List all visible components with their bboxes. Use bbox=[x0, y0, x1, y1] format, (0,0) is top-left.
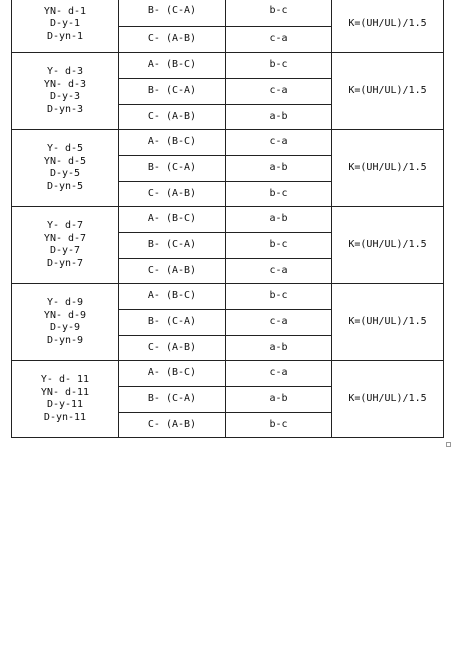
line-cell: c-a bbox=[226, 27, 332, 53]
connection-group-label: D-yn-5 bbox=[46, 180, 84, 192]
table-row bbox=[12, 207, 444, 233]
line-cell: b-c bbox=[226, 0, 332, 27]
line-cell: c-a bbox=[226, 310, 332, 336]
connection-group-label: Y- d-3 bbox=[46, 66, 84, 77]
line-cell: b-c bbox=[226, 53, 332, 79]
ratio-formula-cell: K=(UH/UL)/1.5 bbox=[332, 0, 444, 53]
ratio-formula-cell: K=(UH/UL)/1.5 bbox=[332, 207, 444, 284]
line-cell: b-c bbox=[226, 233, 332, 259]
connection-group-label: YN- d-1 bbox=[43, 5, 87, 17]
table-row bbox=[12, 284, 444, 310]
line-cell: a-b bbox=[226, 387, 332, 413]
phase-cell: A- (B-C) bbox=[119, 130, 226, 156]
paragraph-end-mark bbox=[446, 442, 451, 447]
phase-cell: C- (A-B) bbox=[119, 105, 226, 130]
connection-group-label: YN- d-5 bbox=[43, 155, 87, 167]
phase-cell: A- (B-C) bbox=[119, 284, 226, 310]
connection-group-label: D-y-1 bbox=[49, 18, 81, 30]
connection-group-label: YN- d-3 bbox=[43, 78, 87, 90]
phase-cell: B- (C-A) bbox=[119, 79, 226, 105]
connection-group-label: Y- d-9 bbox=[46, 297, 84, 308]
connection-group-label: D-y-5 bbox=[49, 168, 81, 179]
table-row bbox=[12, 130, 444, 156]
phase-cell: C- (A-B) bbox=[119, 413, 226, 438]
connection-group-cell bbox=[12, 53, 119, 130]
line-cell: c-a bbox=[226, 361, 332, 387]
connection-group-label: Y- d- 11 bbox=[40, 374, 90, 385]
ratio-formula-cell: K=(UH/UL)/1.5 bbox=[332, 53, 444, 130]
connection-group-label: D-y-11 bbox=[46, 399, 84, 410]
connection-group-label: D-yn-7 bbox=[46, 257, 84, 269]
connection-group-label: D-yn-11 bbox=[43, 411, 87, 423]
table-row bbox=[12, 53, 444, 79]
phase-cell: B- (C-A) bbox=[119, 310, 226, 336]
connection-group-label: Y- d-5 bbox=[46, 143, 84, 154]
connection-group-cell bbox=[12, 284, 119, 361]
table-row bbox=[12, 361, 444, 387]
connection-group-label: D-y-9 bbox=[49, 322, 81, 333]
line-cell: c-a bbox=[226, 130, 332, 156]
ratio-formula-cell: K=(UH/UL)/1.5 bbox=[332, 284, 444, 361]
phase-cell: C- (A-B) bbox=[119, 182, 226, 207]
connection-group-cell bbox=[12, 0, 119, 53]
phase-cell: B- (C-A) bbox=[119, 156, 226, 182]
phase-cell: A- (B-C) bbox=[119, 53, 226, 79]
connection-group-label: D-yn-3 bbox=[46, 103, 84, 115]
connection-group-label: D-y-7 bbox=[49, 245, 81, 256]
connection-group-label: D-yn-9 bbox=[46, 334, 84, 346]
phase-cell: C- (A-B) bbox=[119, 259, 226, 284]
connection-group-label: D-y-3 bbox=[49, 91, 81, 102]
phase-cell: B- (C-A) bbox=[119, 233, 226, 259]
line-cell: a-b bbox=[226, 156, 332, 182]
line-cell: b-c bbox=[226, 413, 332, 438]
line-cell: b-c bbox=[226, 182, 332, 207]
line-cell: a-b bbox=[226, 207, 332, 233]
line-cell: b-c bbox=[226, 284, 332, 310]
ratio-formula-cell: K=(UH/UL)/1.5 bbox=[332, 361, 444, 438]
phase-cell: A- (B-C) bbox=[119, 207, 226, 233]
table-row bbox=[12, 0, 444, 27]
connection-group-label: YN- d-9 bbox=[43, 309, 87, 321]
phase-cell: C- (A-B) bbox=[119, 336, 226, 361]
line-cell: a-b bbox=[226, 105, 332, 130]
line-cell: c-a bbox=[226, 79, 332, 105]
line-cell: c-a bbox=[226, 259, 332, 284]
line-cell: a-b bbox=[226, 336, 332, 361]
phase-cell: C- (A-B) bbox=[119, 27, 226, 53]
ratio-formula-cell: K=(UH/UL)/1.5 bbox=[332, 130, 444, 207]
phase-cell: B- (C-A) bbox=[119, 387, 226, 413]
connection-group-cell bbox=[12, 130, 119, 207]
phase-cell: B- (C-A) bbox=[119, 0, 226, 27]
connection-group-label: YN- d-11 bbox=[40, 386, 90, 398]
connection-group-cell bbox=[12, 207, 119, 284]
connection-group-cell bbox=[12, 361, 119, 438]
wiring-ratio-table bbox=[11, 0, 444, 438]
connection-group-label: Y- d-7 bbox=[46, 220, 84, 231]
phase-cell: A- (B-C) bbox=[119, 361, 226, 387]
connection-group-label: D-yn-1 bbox=[46, 30, 84, 42]
connection-group-label: YN- d-7 bbox=[43, 232, 87, 244]
